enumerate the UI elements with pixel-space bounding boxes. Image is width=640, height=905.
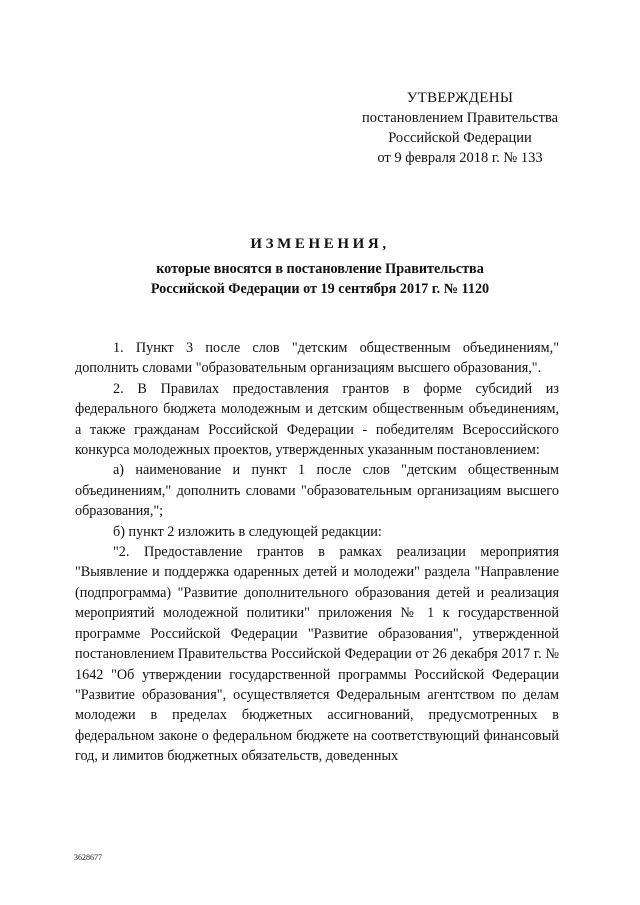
document-body bbox=[75, 338, 559, 767]
document-subtitle bbox=[60, 259, 580, 299]
paragraph-2b: б) пункт 2 изложить в следующей редакции: bbox=[113, 523, 382, 540]
paragraph-2a: а) наименование и пункт 1 после слов "детским общественным объединениям," дополнить словами "образовательным организациям высшего образования,"; bbox=[75, 462, 559, 520]
paragraph-2b-text: "2. Предоставление грантов в рамках реализации мероприятия "Выявление и поддержка одаренных детей и молодежи" раздела "Направление (подпрограмма) "Развитие дополнительного образования детей и реализация мероприятий молодежной политики" приложения № 1 к государственной программе Российской Федерации "Развитие образования", утвержденной постановлением Правительства Российской Федерации от 26 декабря 2017 г. № 1642 "Об утверждении государственной программы Российской Федерации "Развитие образования", осуществляется Федеральным агентством по делам молодежи в пределах бюджетных ассигнований, предусмотренных в федеральном законе о федеральном бюджете на соответствующий финансовый год, и лимитов бюджетных обязательств, доведенных bbox=[75, 544, 559, 765]
document-code: 3628677 bbox=[74, 853, 102, 862]
approval-stamp bbox=[340, 88, 580, 168]
paragraph-2: 2. В Правилах предоставления грантов в форме субсидий из федерального бюджета молодежным и детским общественным объединениям, а также гражданам Российской Федерации - победителям Всероссийского конкурса молодежных проектов, утвержденных указанным постановлением: bbox=[75, 380, 559, 459]
subtitle-line-1: которые вносятся в постановление Правительства bbox=[156, 261, 484, 277]
approval-line-1: постановлением Правительства bbox=[361, 110, 559, 126]
paragraph-1: 1. Пункт 3 после слов "детским общественным объединениям," дополнить словами "образовательным организациям высшего образования,". bbox=[75, 340, 559, 377]
approval-line-2: Российской Федерации bbox=[388, 130, 532, 146]
approval-line-3: от 9 февраля 2018 г. № 133 bbox=[377, 150, 543, 166]
subtitle-line-2: Российской Федерации от 19 сентября 2017 г. № 1120 bbox=[150, 281, 490, 297]
approval-heading: УТВЕРЖДЕНЫ bbox=[406, 90, 514, 106]
document-title: ИЗМЕНЕНИЯ, bbox=[250, 236, 390, 252]
